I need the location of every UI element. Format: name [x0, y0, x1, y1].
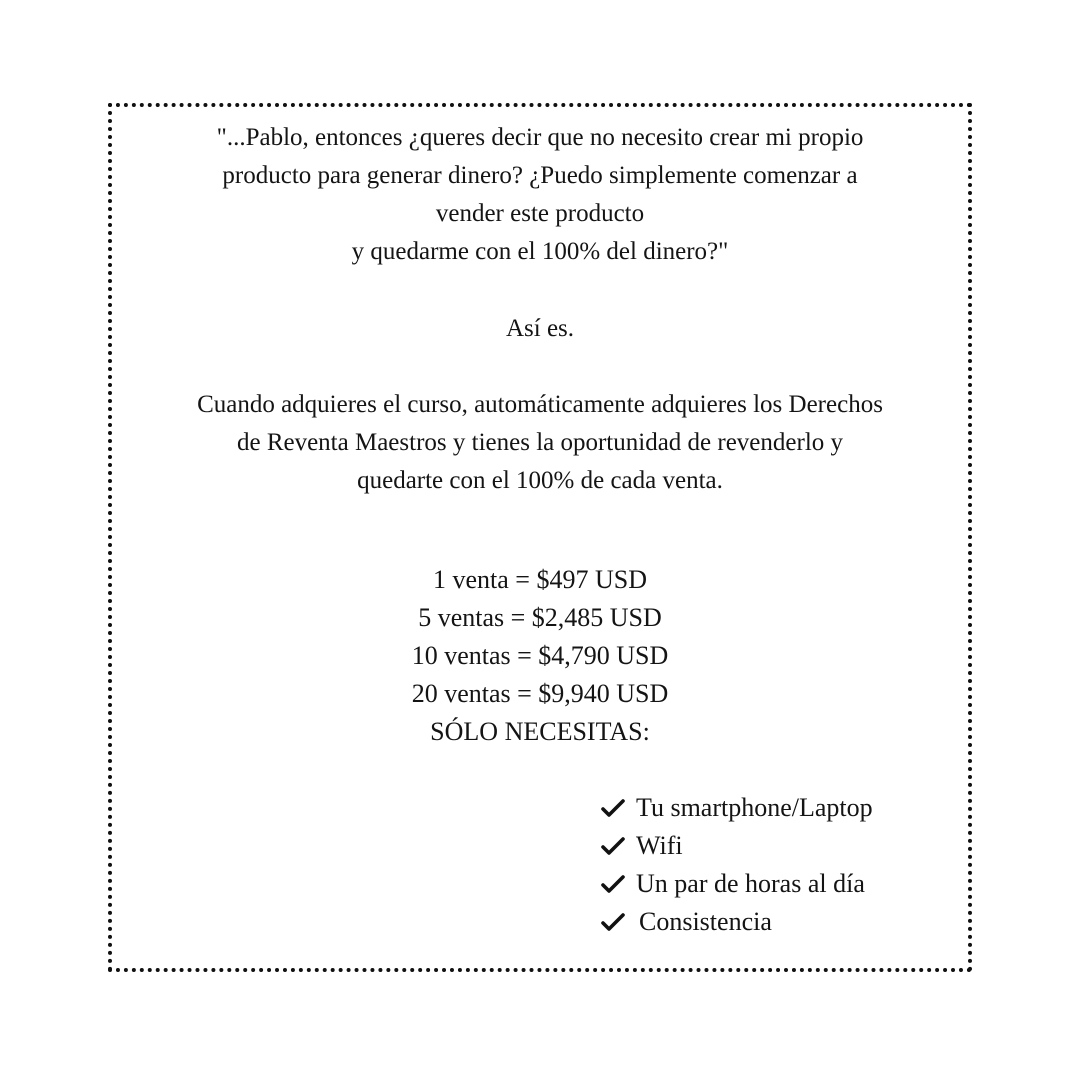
check-icon [600, 795, 626, 821]
sales-line-4: 20 ventas = $9,940 USD [411, 679, 669, 708]
check-icon [600, 833, 626, 859]
requirement-item [600, 865, 865, 903]
quote-line-3: vender este producto [435, 200, 645, 227]
explanation-line-2: de Reventa Maestros y tienes la oportunidad de revenderlo y [236, 429, 844, 456]
check-icon [600, 909, 626, 935]
answer-text: Así es. [505, 315, 575, 342]
sales-line-1: 1 venta = $497 USD [433, 565, 647, 594]
sales-line-3: 10 ventas = $4,790 USD [411, 641, 669, 670]
explanation-line-1: Cuando adquieres el curso, automáticamente adquieres los Derechos [197, 391, 883, 418]
requirement-label: Un par de horas al día [636, 869, 865, 898]
explanation-line-3: quedarte con el 100% de cada venta. [357, 467, 723, 494]
requirement-label: Tu smartphone/Laptop [636, 793, 873, 822]
requirements-heading: SÓLO NECESITAS: [430, 717, 650, 746]
check-icon [600, 871, 626, 897]
requirement-item [600, 789, 873, 827]
requirement-item [600, 903, 772, 941]
sales-line-2: 5 ventas = $2,485 USD [418, 603, 662, 632]
quote-line-2: producto para generar dinero? ¿Puedo simplemente comenzar a [222, 162, 858, 189]
quote-line-4: y quedarme con el 100% del dinero?" [351, 238, 729, 265]
requirement-label: Consistencia [639, 907, 772, 936]
requirement-label: Wifi [636, 831, 683, 860]
quote-line-1: "...Pablo, entonces ¿queres decir que no necesito crear mi propio [216, 124, 864, 151]
requirement-item [600, 827, 683, 865]
